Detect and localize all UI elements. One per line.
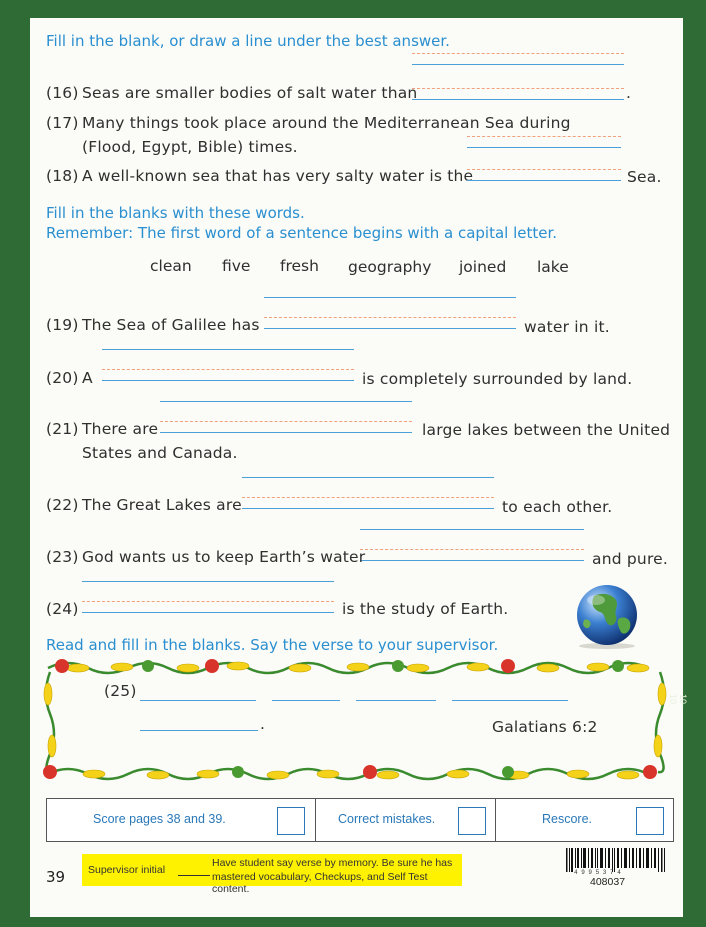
question-25-number: (25) [104, 682, 137, 700]
question-21-end: large lakes between the United [422, 421, 671, 439]
question-18-end: Sea. [627, 168, 662, 186]
word-bank-item: clean [150, 257, 192, 275]
blank-21[interactable] [160, 421, 412, 433]
word-bank-item: fresh [280, 257, 319, 275]
worksheet-page [30, 18, 683, 917]
blank-25c[interactable] [356, 700, 436, 701]
question-16-number: (16) [46, 84, 79, 102]
question-16-end: . [626, 84, 632, 102]
score-pages-label: Score pages 38 and 39. [93, 812, 226, 826]
question-16-text: Seas are smaller bodies of salt water than [82, 84, 418, 102]
instruction-word-bank: Fill in the blanks with these words. [46, 204, 305, 222]
question-21-line2: States and Canada. [82, 444, 238, 462]
question-17-line1: Many things took place around the Mediterranean Sea during [82, 114, 571, 132]
verse-reference: Galatians 6:2 [492, 718, 598, 736]
question-18-number: (18) [46, 167, 79, 185]
supervisor-note-line1: Have student say verse by memory. Be sure he has [212, 857, 453, 869]
blank-25a[interactable] [140, 700, 256, 701]
correct-mistakes-label: Correct mistakes. [338, 812, 436, 826]
guide-line [264, 297, 516, 298]
instruction-capital-letter: Remember: The first word of a sentence begins with a capital letter. [46, 224, 558, 242]
rescore-checkbox[interactable] [636, 807, 664, 835]
guide-line [160, 401, 412, 402]
blank-line-top[interactable] [412, 53, 624, 65]
supervisor-initial-field[interactable] [178, 875, 210, 876]
blank-20[interactable] [102, 369, 354, 381]
supervisor-note-line2: mastered vocabulary, Checkups, and Self Test content. [212, 871, 428, 895]
question-25-period: . [260, 715, 266, 733]
blank-23[interactable] [360, 549, 584, 561]
question-23-end: and pure. [592, 550, 669, 568]
score-cell-1 [47, 799, 315, 841]
guide-line [242, 477, 494, 478]
blank-25d[interactable] [452, 700, 568, 701]
question-23-text: God wants us to keep Earth’s water [82, 548, 366, 566]
blank-24[interactable] [82, 601, 334, 613]
product-number: 408037 [590, 876, 626, 888]
score-cell-3 [495, 799, 674, 841]
question-22-end: to each other. [502, 498, 613, 516]
word-bank-item: joined [459, 258, 507, 276]
correct-mistakes-checkbox[interactable] [458, 807, 486, 835]
word-bank-item: lake [537, 258, 569, 276]
word-bank-item: geography [348, 258, 432, 276]
question-20-end: is completely surrounded by land. [362, 370, 633, 388]
score-cell-2 [315, 799, 496, 841]
instruction-verse: Read and fill in the blanks. Say the verse to your supervisor. [46, 636, 499, 654]
question-20-number: (20) [46, 369, 79, 387]
barcode-digits: 4 9 9 5 3 7 4 [574, 869, 621, 876]
question-18-text: A well-known sea that has very salty water is the [82, 167, 474, 185]
supervisor-initial-label: Supervisor initial [88, 864, 166, 876]
question-20-text: A [82, 369, 93, 387]
supervisor-box [82, 854, 462, 895]
blank-25e[interactable] [140, 730, 258, 731]
blank-25b[interactable] [272, 700, 340, 701]
question-21-number: (21) [46, 420, 79, 438]
blank-17[interactable] [467, 136, 621, 148]
question-22-text: The Great Lakes are [82, 496, 242, 514]
question-17-line2: (Flood, Egypt, Bible) times. [82, 138, 298, 156]
side-code: 10-10 [668, 694, 688, 708]
globe-icon [572, 584, 642, 650]
guide-line [360, 529, 584, 530]
question-23-number: (23) [46, 548, 79, 566]
question-19-end: water in it. [524, 318, 610, 336]
blank-18[interactable] [467, 169, 621, 181]
blank-16[interactable] [412, 88, 624, 100]
guide-line [82, 581, 334, 582]
question-19-text: The Sea of Galilee has [82, 316, 260, 334]
blank-19[interactable] [264, 317, 516, 329]
question-24-number: (24) [46, 600, 79, 618]
blank-22[interactable] [242, 497, 494, 509]
question-21-text: There are [82, 420, 159, 438]
score-box [46, 798, 674, 842]
question-24-end: is the study of Earth. [342, 600, 509, 618]
instruction-best-answer: Fill in the blank, or draw a line under the best answer. [46, 32, 450, 50]
question-19-number: (19) [46, 316, 79, 334]
rescore-label: Rescore. [542, 812, 593, 826]
page-number: 39 [46, 868, 66, 886]
word-bank-item: five [222, 257, 251, 275]
question-17-number: (17) [46, 114, 79, 132]
score-pages-checkbox[interactable] [277, 807, 305, 835]
guide-line [102, 349, 354, 350]
question-22-number: (22) [46, 496, 79, 514]
